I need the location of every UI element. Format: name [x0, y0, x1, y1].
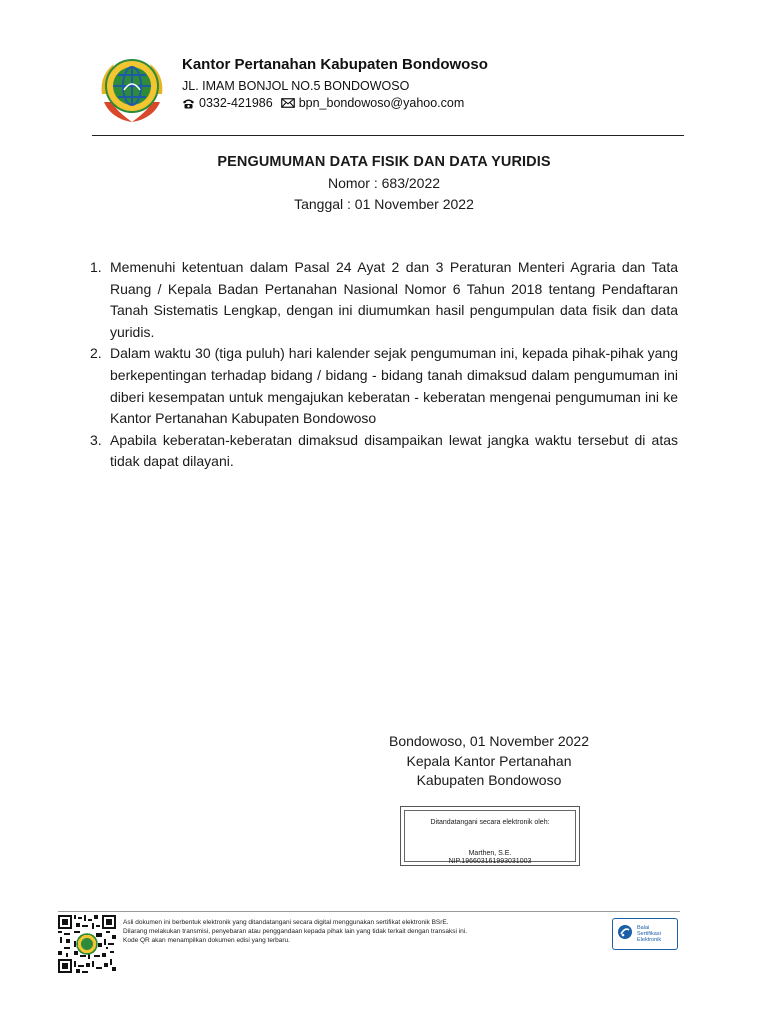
footer-line: Kode QR akan menampilkan dokumen edisi yang terbaru. — [123, 937, 290, 944]
bpn-logo — [94, 50, 170, 126]
bsre-line: Sertifikasi — [637, 931, 661, 937]
item-number: 2. — [90, 345, 102, 362]
phone-number: 0332-421986 — [199, 96, 273, 110]
bsre-badge — [612, 918, 678, 950]
document-number: Nomor : 683/2022 — [327, 175, 441, 191]
signature-place-date: Bondowoso, 01 November 2022 — [388, 733, 590, 749]
bsre-badge-text — [637, 925, 661, 943]
footer-line: Asli dokumen ini berbentuk elektronik yang ditandatangani secara digital menggunakan sertifikat elektronik BSrE. — [123, 919, 449, 926]
list-item — [90, 343, 678, 429]
envelope-icon — [281, 98, 295, 108]
document-title: PENGUMUMAN DATA FISIK DAN DATA YURIDIS — [217, 154, 551, 170]
footer-divider — [58, 911, 680, 912]
list-item — [90, 430, 678, 473]
item-text: Apabila keberatan-keberatan dimaksud disampaikan lewat jangka waktu tersebut di atas tidak dapat dilayani. — [110, 431, 678, 470]
document-date: Tanggal : 01 November 2022 — [294, 196, 474, 212]
electronic-signature-box — [400, 806, 580, 866]
qr-code-icon[interactable] — [58, 915, 116, 973]
item-number: 3. — [90, 431, 102, 448]
signed-electronically-label: Ditandatangani secara elektronik oleh: — [430, 819, 550, 826]
header-divider — [92, 135, 684, 136]
logo-emblem-icon — [94, 50, 170, 126]
item-text: Memenuhi ketentuan dalam Pasal 24 Ayat 2 dan 3 Peraturan Menteri Agraria dan Tata Ruang / Kepala Badan Pertanahan Nasional Nomor 6 Tahun 2018 tentang Pendaftaran Tanah Sistematis Lengkap, dengan ini diumumkan hasil pengumpulan data fisik dan data yuridis. — [110, 259, 678, 340]
footer-line: Dilarang melakukan transmisi, penyebaran atau penggandaan kepada pihak lain yang tidak terkait dengan transaksi ini. — [123, 928, 467, 935]
bsre-logo-icon — [617, 924, 633, 945]
footer-notice — [123, 918, 593, 945]
contact-line — [182, 96, 464, 110]
bsre-line: Balai — [637, 925, 650, 931]
signatory-title-line1: Kepala Kantor Pertanahan — [406, 753, 572, 769]
signatory-title-line2: Kabupaten Bondowoso — [416, 772, 562, 788]
item-number: 1. — [90, 259, 102, 275]
signer-name: Marthen, S.E. — [468, 850, 512, 857]
item-text: Dalam waktu 30 (tiga puluh) hari kalender sejak pengumuman ini, kepada pihak-pihak yang berkepentingan terhadap bidang / bidang - bidang tanah dimaksud dalam pengumuman ini diberi kesempatan untuk mengajukan keberatan - keberatan mengenai pengumuman ini ke Kantor Pertanahan Kabupaten Bondowoso — [110, 345, 678, 427]
organization-name: Kantor Pertanahan Kabupaten Bondowoso — [182, 56, 488, 73]
organization-address: JL. IMAM BONJOL NO.5 BONDOWOSO — [182, 79, 410, 93]
phone-icon — [182, 98, 195, 109]
signer-nip: NIP.196603161993031003 — [448, 858, 532, 865]
announcement-list — [90, 257, 678, 473]
bsre-line: Elektronik — [637, 937, 662, 943]
email-address: bpn_bondowoso@yahoo.com — [298, 96, 465, 110]
list-item — [90, 257, 678, 343]
